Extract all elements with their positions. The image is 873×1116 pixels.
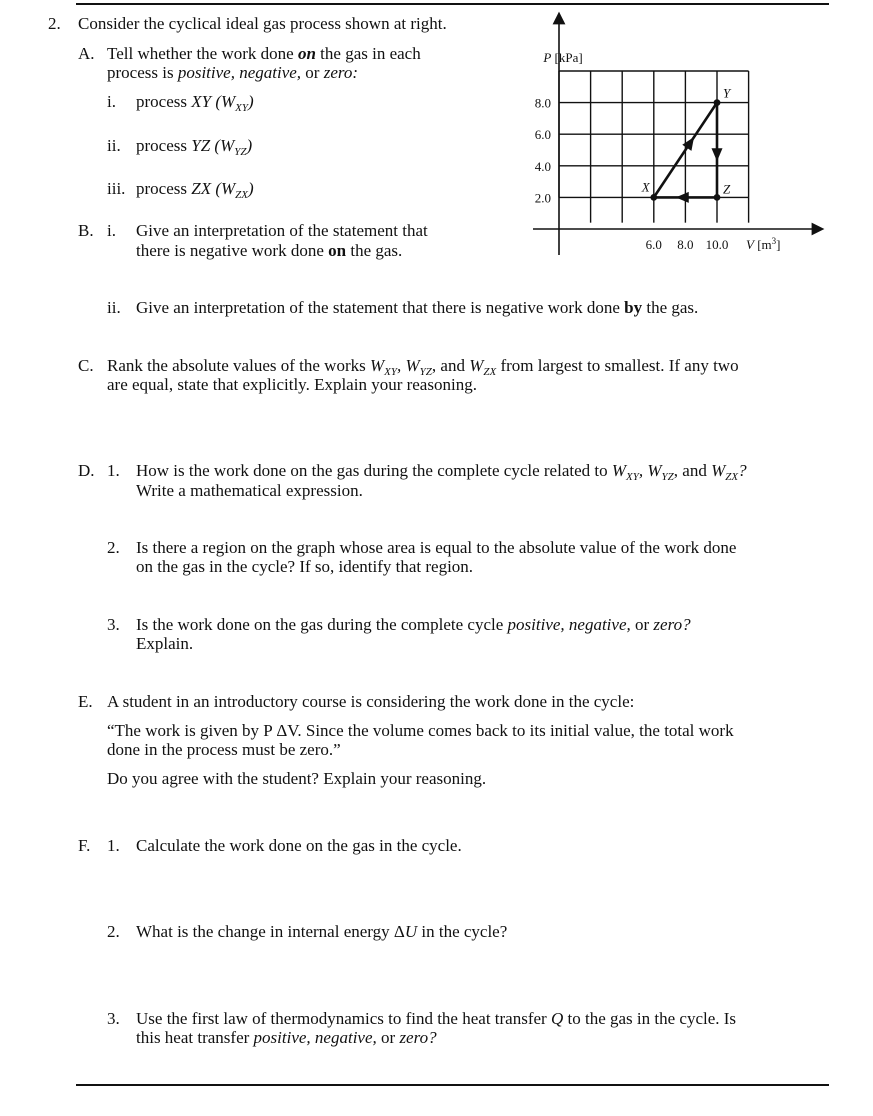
part-c-line1: Rank the absolute values of the works $W_{XY}$, $W_{YZ}$, and $W_{ZX}$ from largest to smallest. If any two [107,356,739,378]
part-d-q3-line2: Explain. [136,634,194,653]
part-f-q2-text: What is the change in internal energy ΔU in the cycle? [136,922,508,941]
part-e-quote-line1: “The work is given by P ΔV. Since the volume comes back to its initial value, the total work [107,721,734,740]
y-tick-label: 6.0 [534,127,551,143]
part-a-line1: Tell whether the work done on the gas in each [107,44,421,63]
part-d-q2-line2: on the gas in the cycle? If so, identify that region. [136,557,474,576]
part-b-i-num: i. [107,221,116,240]
question-number: 2. [48,14,61,33]
cycle-paths [650,99,722,203]
part-f-q3-line2: this heat transfer positive, negative, or zero? [136,1028,437,1047]
state-label-Z: Z [723,181,731,197]
part-a-line2: process is positive, negative, or zero: [107,63,359,82]
x-axis-title: V $[m^3]$ [746,236,781,252]
part-e-line1: A student in an introductory course is considering the work done in the cycle: [107,692,635,711]
axis-labels [535,50,781,252]
x-tick-label: 6.0 [645,237,662,252]
question-intro: Consider the cyclical ideal gas process shown at right. [78,14,447,33]
x-tick-label: 10.0 [705,237,729,252]
part-f-label: F. [78,836,91,855]
part-d-q2-num: 2. [107,538,120,557]
part-a-item-text: process ZX $(W_{ZX})$ [136,179,254,201]
x-tick-label: 8.0 [677,237,694,252]
part-f-q3-num: 3. [107,1009,120,1028]
pv-diagram [520,10,840,270]
state-point-X [650,194,657,201]
part-f-q1-num: 1. [107,836,120,855]
part-a-item-text: process XY $(W_{XY})$ [136,92,254,114]
state-label-Y: Y [723,85,731,101]
part-e-ask: Do you agree with the student? Explain your reasoning. [107,769,487,788]
part-d-q1-line1: How is the work done on the gas during the complete cycle related to $W_{XY}$, $W_{YZ}$, and $W_{ZX}$? [136,461,747,483]
part-d-q1-line2: Write a mathematical expression. [136,481,363,500]
arrow-XY [682,137,694,151]
part-b-label: B. [78,221,94,240]
part-c-label: C. [78,356,94,375]
part-d-q1-num: 1. [107,461,120,480]
arrow-YZ [712,148,723,161]
part-f-q3-line1: Use the first law of thermodynamics to find the heat transfer Q to the gas in the cycle. Is [136,1009,737,1028]
y-tick-label: 2.0 [534,190,551,206]
part-a-item-num: iii. [107,179,126,198]
part-f-q2-num: 2. [107,922,120,941]
bottom-rule [76,1084,829,1086]
part-d-q3-num: 3. [107,615,120,634]
part-e-quote-line2: done in the process must be zero.” [107,740,341,759]
part-a-item-num: i. [107,92,116,111]
y-axis-title: P [kPa] [543,50,583,65]
part-d-q2-line1: Is there a region on the graph whose area is equal to the absolute value of the work done [136,538,737,557]
top-rule [76,3,829,5]
part-a-label: A. [78,44,95,63]
y-tick-label: 4.0 [534,158,551,174]
state-label-X: X [641,179,650,195]
state-point-Z [714,194,721,201]
part-b-ii-num: ii. [107,298,121,317]
y-tick-label: 8.0 [534,95,551,111]
state-point-Y [714,99,721,106]
part-a-item-num: ii. [107,136,121,155]
part-d-q3-line1: Is the work done on the gas during the complete cycle positive, negative, or zero? [136,615,691,634]
part-b-i-line2: there is negative work done on the gas. [136,241,403,260]
part-d-label: D. [78,461,95,480]
part-e-label: E. [78,692,93,711]
part-b-i-line1: Give an interpretation of the statement that [136,221,428,240]
part-c-line2: are equal, state that explicitly. Explain your reasoning. [107,375,477,394]
part-a-item-text: process YZ $(W_{YZ})$ [136,136,253,158]
part-f-q1-text: Calculate the work done on the gas in the cycle. [136,836,462,855]
arrow-ZX [676,192,689,203]
part-b-ii-text: Give an interpretation of the statement that there is negative work done by the gas. [136,298,699,317]
